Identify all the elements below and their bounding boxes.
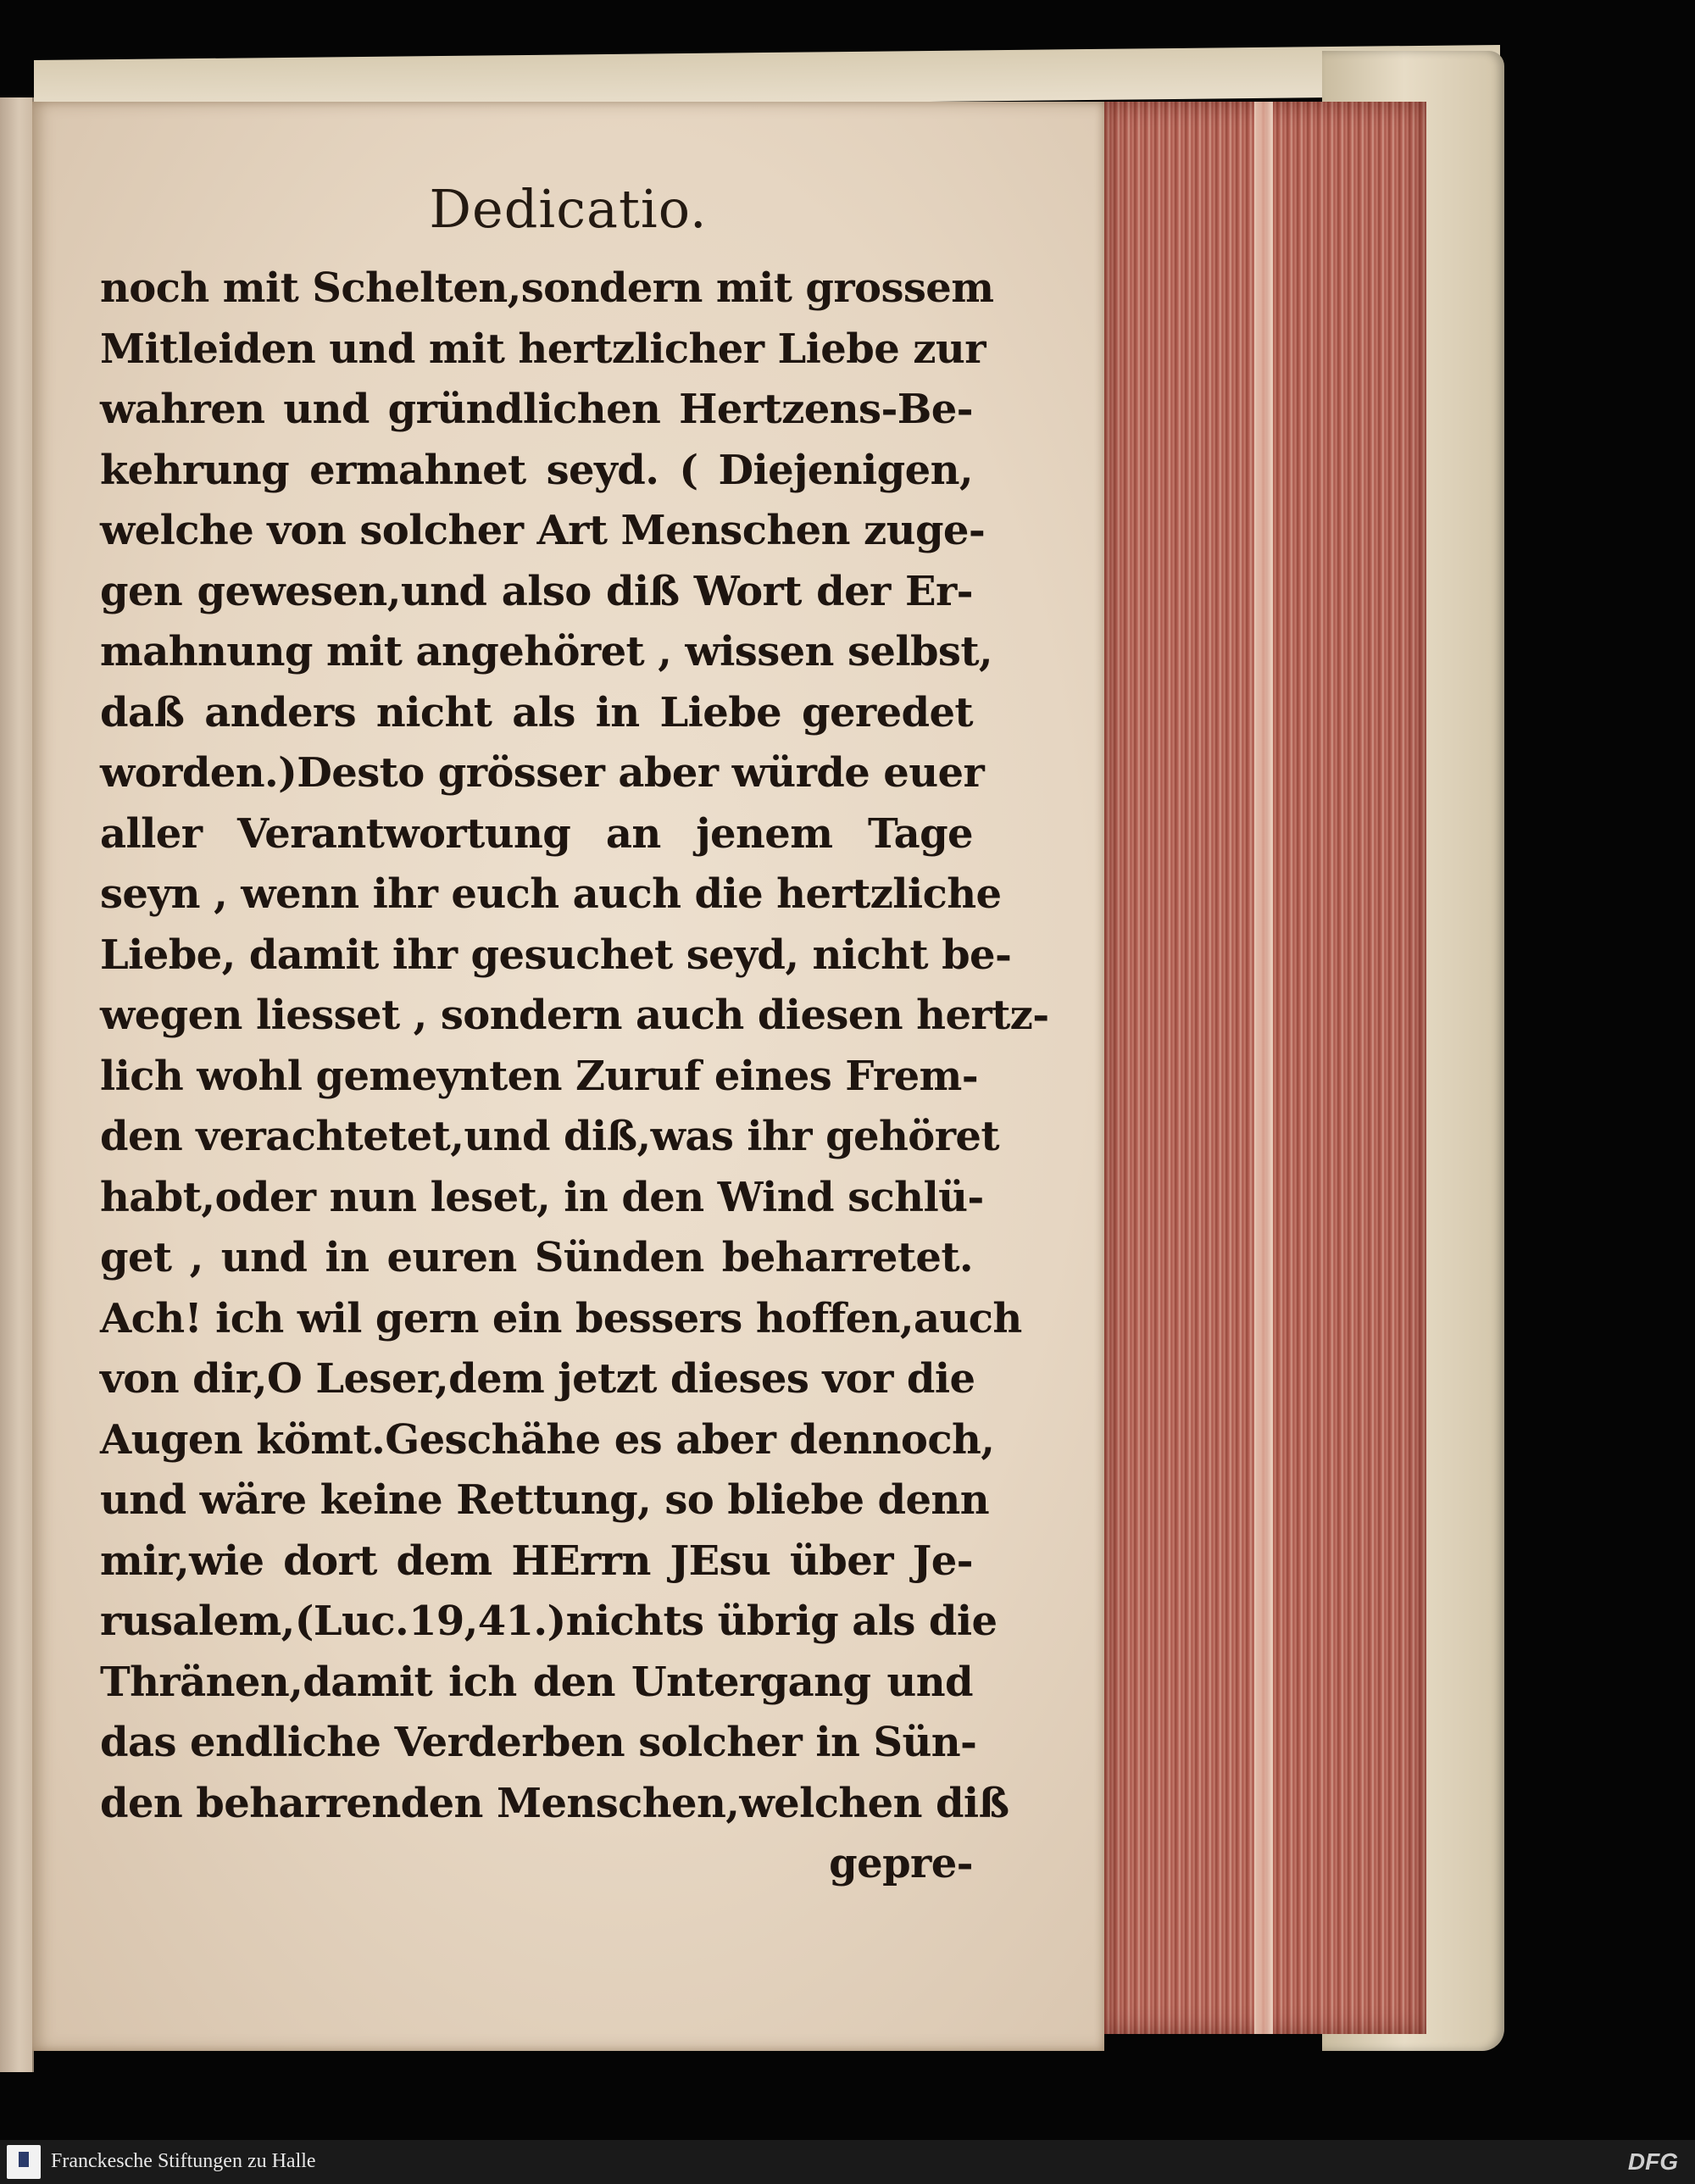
book-page	[32, 102, 1104, 2051]
text-line: mahnung mit angehöret , wissen selbst,	[100, 628, 993, 675]
text-line: das endliche Verderben solcher in Sün-	[100, 1719, 977, 1766]
catchword: gepre-	[829, 1840, 973, 1887]
text-line: aller Verantwortung an jenem Tage	[100, 809, 973, 858]
text-line: kehrung ermahnet seyd. ( Diejenigen,	[100, 446, 973, 494]
text-line: Liebe, damit ihr gesuchet seyd, nicht be-	[100, 931, 1012, 979]
text-line: von dir,O Leser,dem jetzt dieses vor die	[100, 1355, 975, 1403]
text-line: daß anders nicht als in Liebe geredet	[100, 688, 973, 736]
text-line: welche von solcher Art Menschen zuge-	[100, 507, 986, 554]
text-line: lich wohl gemeynten Zuruf eines Frem-	[100, 1052, 979, 1100]
text-line: Augen kömt.Geschähe es aber dennoch,	[100, 1415, 995, 1464]
text-line: Ach! ich wil gern ein bessers hoffen,auch	[100, 1294, 1022, 1342]
text-line: den verachtetet,und diß,was ihr gehöret	[100, 1113, 999, 1160]
text-line: worden.)Desto grösser aber würde euer	[100, 749, 985, 797]
text-line: und wäre keine Rettung, so bliebe denn	[100, 1476, 989, 1524]
text-line: mir,wie dort dem HErrn JEsu über Je-	[100, 1537, 973, 1585]
body-text	[100, 258, 1049, 1895]
text-line: noch mit Schelten,sondern mit grossem	[100, 264, 994, 312]
text-line: rusalem,(Luc.19,41.)nichts übrig als die	[100, 1598, 998, 1645]
institution-name: Franckesche Stiftungen zu Halle	[51, 2150, 316, 2172]
text-line: seyn , wenn ihr euch auch die hertzliche	[100, 870, 1002, 918]
facing-page-edge	[0, 97, 34, 2072]
text-line: den beharrenden Menschen,welchen diß	[100, 1779, 1009, 1827]
text-line: get , und in euren Sünden beharretet.	[100, 1234, 973, 1281]
text-line: habt,oder nun leset, in den Wind schlü-	[100, 1173, 984, 1221]
viewer-footer	[0, 2140, 1695, 2184]
running-header: Dedicatio.	[429, 178, 708, 240]
institution-logo-icon	[7, 2145, 41, 2179]
text-line: wahren und gründlichen Hertzens-Be-	[100, 386, 973, 433]
dfg-logo: DFG	[1627, 2148, 1678, 2175]
text-line: wegen liesset , sondern auch diesen hertz-	[100, 992, 1049, 1039]
text-line: gen gewesen,und also diß Wort der Er-	[100, 567, 973, 615]
text-line: Mitleiden und mit hertzlicher Liebe zur	[100, 325, 986, 373]
text-line: Thränen,damit ich den Untergang und	[100, 1658, 973, 1706]
page-stack-gap	[1254, 102, 1273, 2034]
